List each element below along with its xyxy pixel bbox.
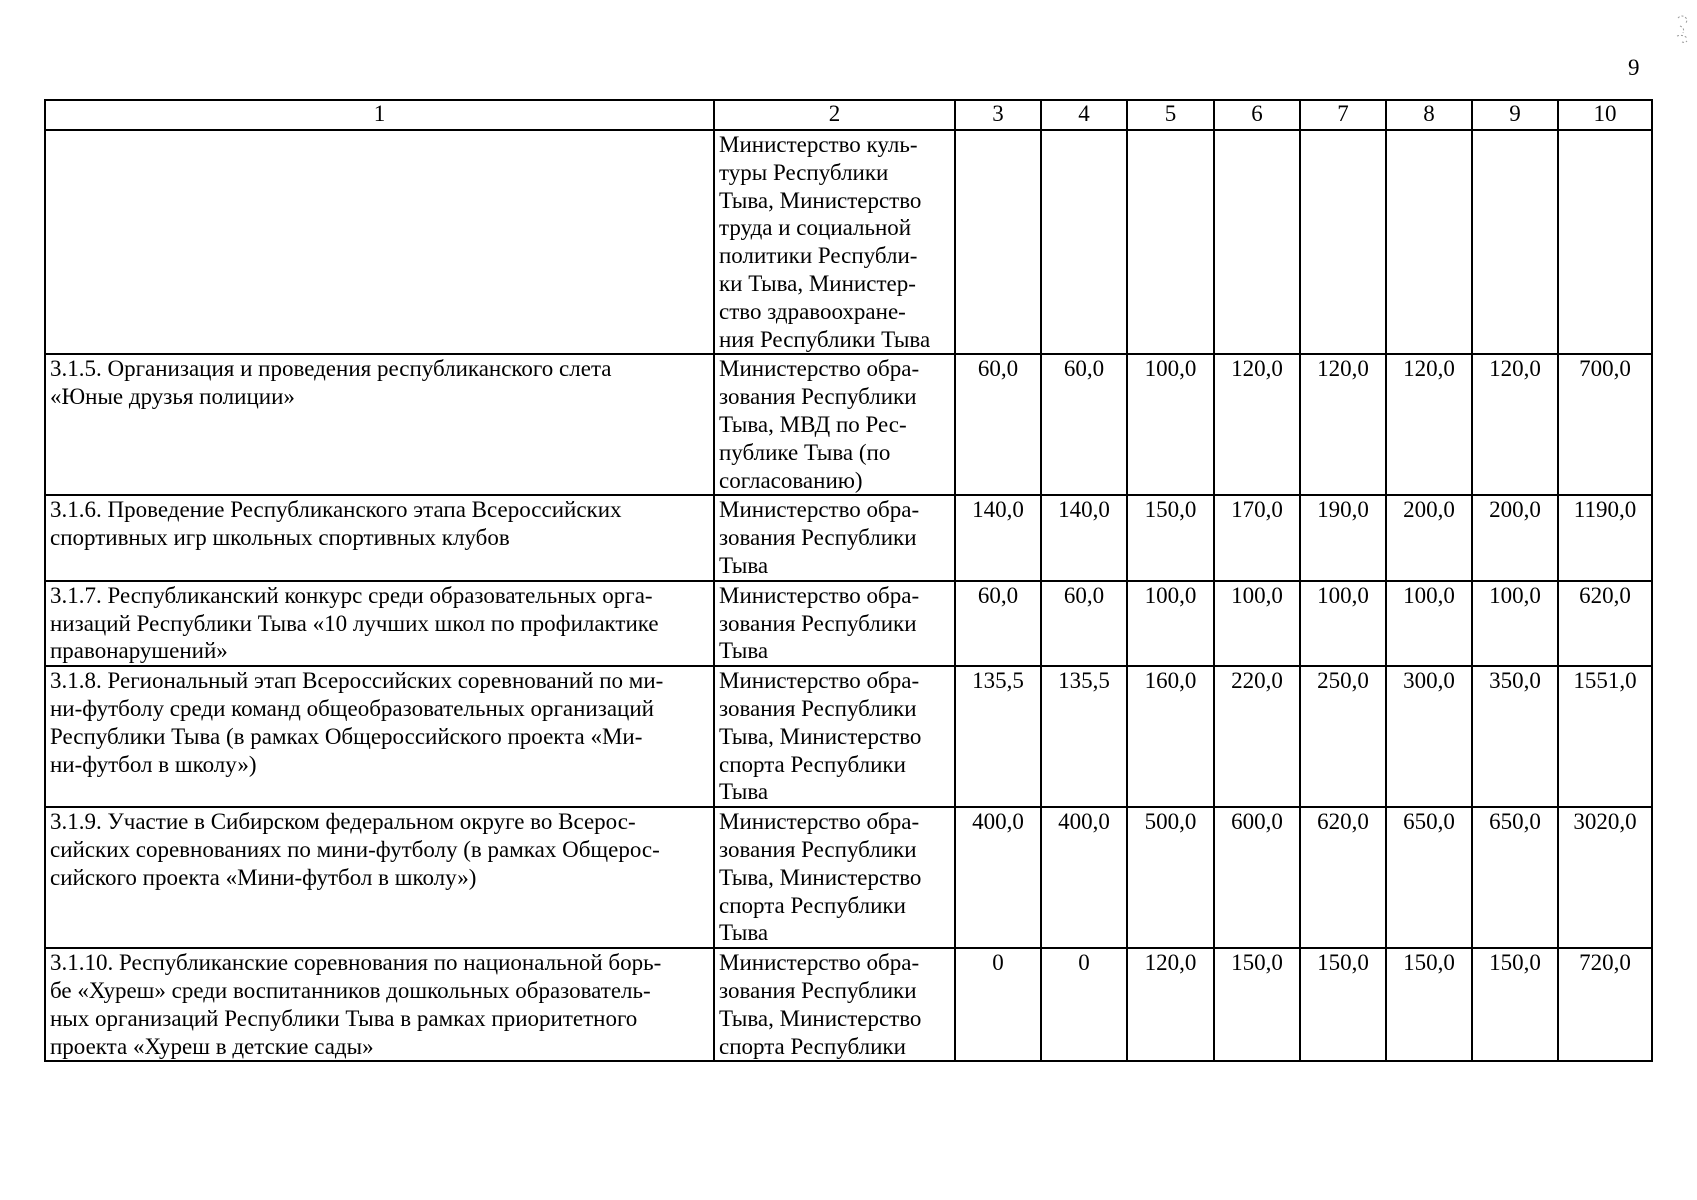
value-cell: 100,0 bbox=[1386, 581, 1472, 666]
table-row bbox=[45, 495, 1652, 580]
executor-cell: Министерство куль- туры Республики Тыва, Министерство труда и социальной политики Республи- ки Тыва, Министер- ство здравоохране- ния Республики Тыва bbox=[714, 130, 955, 354]
value-cell bbox=[1300, 130, 1386, 354]
value-cell: 200,0 bbox=[1386, 495, 1472, 580]
value-cell: 120,0 bbox=[1214, 354, 1300, 495]
executor-cell: Министерство обра- зования Республики Тыва bbox=[714, 581, 955, 666]
value-cell: 400,0 bbox=[955, 807, 1041, 948]
column-header: 7 bbox=[1300, 100, 1386, 130]
value-cell: 120,0 bbox=[1472, 354, 1558, 495]
value-cell: 200,0 bbox=[1472, 495, 1558, 580]
value-cell: 1190,0 bbox=[1558, 495, 1652, 580]
executor-cell: Министерство обра- зования Республики Тыва, Министерство спорта Республики Тыва bbox=[714, 807, 955, 948]
measure-name-cell: 3.1.5. Организация и проведения республиканского слета «Юные друзья полиции» bbox=[45, 354, 714, 495]
column-header: 5 bbox=[1127, 100, 1214, 130]
table-row bbox=[45, 354, 1652, 495]
value-cell: 170,0 bbox=[1214, 495, 1300, 580]
value-cell bbox=[1041, 130, 1127, 354]
program-table bbox=[44, 99, 1653, 1062]
column-header: 10 bbox=[1558, 100, 1652, 130]
value-cell: 100,0 bbox=[1127, 354, 1214, 495]
column-header: 6 bbox=[1214, 100, 1300, 130]
page-number: 9 bbox=[1628, 55, 1640, 80]
value-cell: 100,0 bbox=[1300, 581, 1386, 666]
value-cell: 100,0 bbox=[1472, 581, 1558, 666]
value-cell: 120,0 bbox=[1386, 354, 1472, 495]
column-header: 8 bbox=[1386, 100, 1472, 130]
column-header: 3 bbox=[955, 100, 1041, 130]
executor-cell: Министерство обра- зования Республики Тыва, Министерство спорта Республики Тыва bbox=[714, 666, 955, 807]
value-cell: 620,0 bbox=[1300, 807, 1386, 948]
value-cell: 3020,0 bbox=[1558, 807, 1652, 948]
value-cell bbox=[955, 130, 1041, 354]
value-cell: 150,0 bbox=[1214, 948, 1300, 1061]
value-cell: 350,0 bbox=[1472, 666, 1558, 807]
measure-name-cell: 3.1.10. Республиканские соревнования по национальной борь- бе «Хуреш» среди воспитанников дошкольных образователь- ных организаций Республики Тыва в рамках приоритетного проекта «Хуреш в детские сады» bbox=[45, 948, 714, 1061]
value-cell: 60,0 bbox=[1041, 354, 1127, 495]
value-cell bbox=[1558, 130, 1652, 354]
value-cell: 120,0 bbox=[1300, 354, 1386, 495]
measure-name-cell bbox=[45, 130, 714, 354]
value-cell: 160,0 bbox=[1127, 666, 1214, 807]
value-cell: 400,0 bbox=[1041, 807, 1127, 948]
value-cell: 720,0 bbox=[1558, 948, 1652, 1061]
value-cell: 700,0 bbox=[1558, 354, 1652, 495]
value-cell: 250,0 bbox=[1300, 666, 1386, 807]
executor-cell: Министерство обра- зования Республики Тыва bbox=[714, 495, 955, 580]
table-row bbox=[45, 807, 1652, 948]
value-cell bbox=[1472, 130, 1558, 354]
value-cell: 600,0 bbox=[1214, 807, 1300, 948]
value-cell: 100,0 bbox=[1127, 581, 1214, 666]
value-cell: 60,0 bbox=[955, 354, 1041, 495]
measure-name-cell: 3.1.8. Региональный этап Всероссийских соревнований по ми- ни-футболу среди команд общеобразовательных организаций Республики Тыва (в рамках Общероссийского проекта «Ми- ни-футбол в школу») bbox=[45, 666, 714, 807]
value-cell: 140,0 bbox=[1041, 495, 1127, 580]
column-header: 4 bbox=[1041, 100, 1127, 130]
value-cell: 120,0 bbox=[1127, 948, 1214, 1061]
table-row bbox=[45, 948, 1652, 1061]
measure-name-cell: 3.1.6. Проведение Республиканского этапа Всероссийских спортивных игр школьных спортивных клубов bbox=[45, 495, 714, 580]
value-cell: 0 bbox=[955, 948, 1041, 1061]
value-cell bbox=[1127, 130, 1214, 354]
measure-name-cell: 3.1.9. Участие в Сибирском федеральном округе во Всерос- сийских соревнованиях по мини-футболу (в рамках Общерос- сийского проекта «Мини-футбол в школу») bbox=[45, 807, 714, 948]
table-header-row bbox=[45, 100, 1652, 130]
value-cell: 650,0 bbox=[1386, 807, 1472, 948]
executor-cell: Министерство обра- зования Республики Тыва, Министерство спорта Республики bbox=[714, 948, 955, 1061]
column-header: 9 bbox=[1472, 100, 1558, 130]
value-cell: 620,0 bbox=[1558, 581, 1652, 666]
value-cell: 190,0 bbox=[1300, 495, 1386, 580]
value-cell: 135,5 bbox=[955, 666, 1041, 807]
value-cell: 500,0 bbox=[1127, 807, 1214, 948]
value-cell: 150,0 bbox=[1472, 948, 1558, 1061]
value-cell: 300,0 bbox=[1386, 666, 1472, 807]
value-cell: 650,0 bbox=[1472, 807, 1558, 948]
value-cell: 100,0 bbox=[1214, 581, 1300, 666]
value-cell: 140,0 bbox=[955, 495, 1041, 580]
value-cell: 150,0 bbox=[1386, 948, 1472, 1061]
table-row bbox=[45, 666, 1652, 807]
value-cell: 135,5 bbox=[1041, 666, 1127, 807]
value-cell: 150,0 bbox=[1300, 948, 1386, 1061]
column-header: 1 bbox=[45, 100, 714, 130]
column-header: 2 bbox=[714, 100, 955, 130]
value-cell: 60,0 bbox=[1041, 581, 1127, 666]
scan-stamp-mark bbox=[1674, 12, 1692, 46]
table-row bbox=[45, 130, 1652, 354]
value-cell: 1551,0 bbox=[1558, 666, 1652, 807]
value-cell: 60,0 bbox=[955, 581, 1041, 666]
value-cell: 150,0 bbox=[1127, 495, 1214, 580]
value-cell: 220,0 bbox=[1214, 666, 1300, 807]
table-row bbox=[45, 581, 1652, 666]
executor-cell: Министерство обра- зования Республики Тыва, МВД по Рес- публике Тыва (по согласованию) bbox=[714, 354, 955, 495]
value-cell bbox=[1214, 130, 1300, 354]
value-cell bbox=[1386, 130, 1472, 354]
measure-name-cell: 3.1.7. Республиканский конкурс среди образовательных орга- низаций Республики Тыва «10 лучших школ по профилактике правонарушений» bbox=[45, 581, 714, 666]
value-cell: 0 bbox=[1041, 948, 1127, 1061]
